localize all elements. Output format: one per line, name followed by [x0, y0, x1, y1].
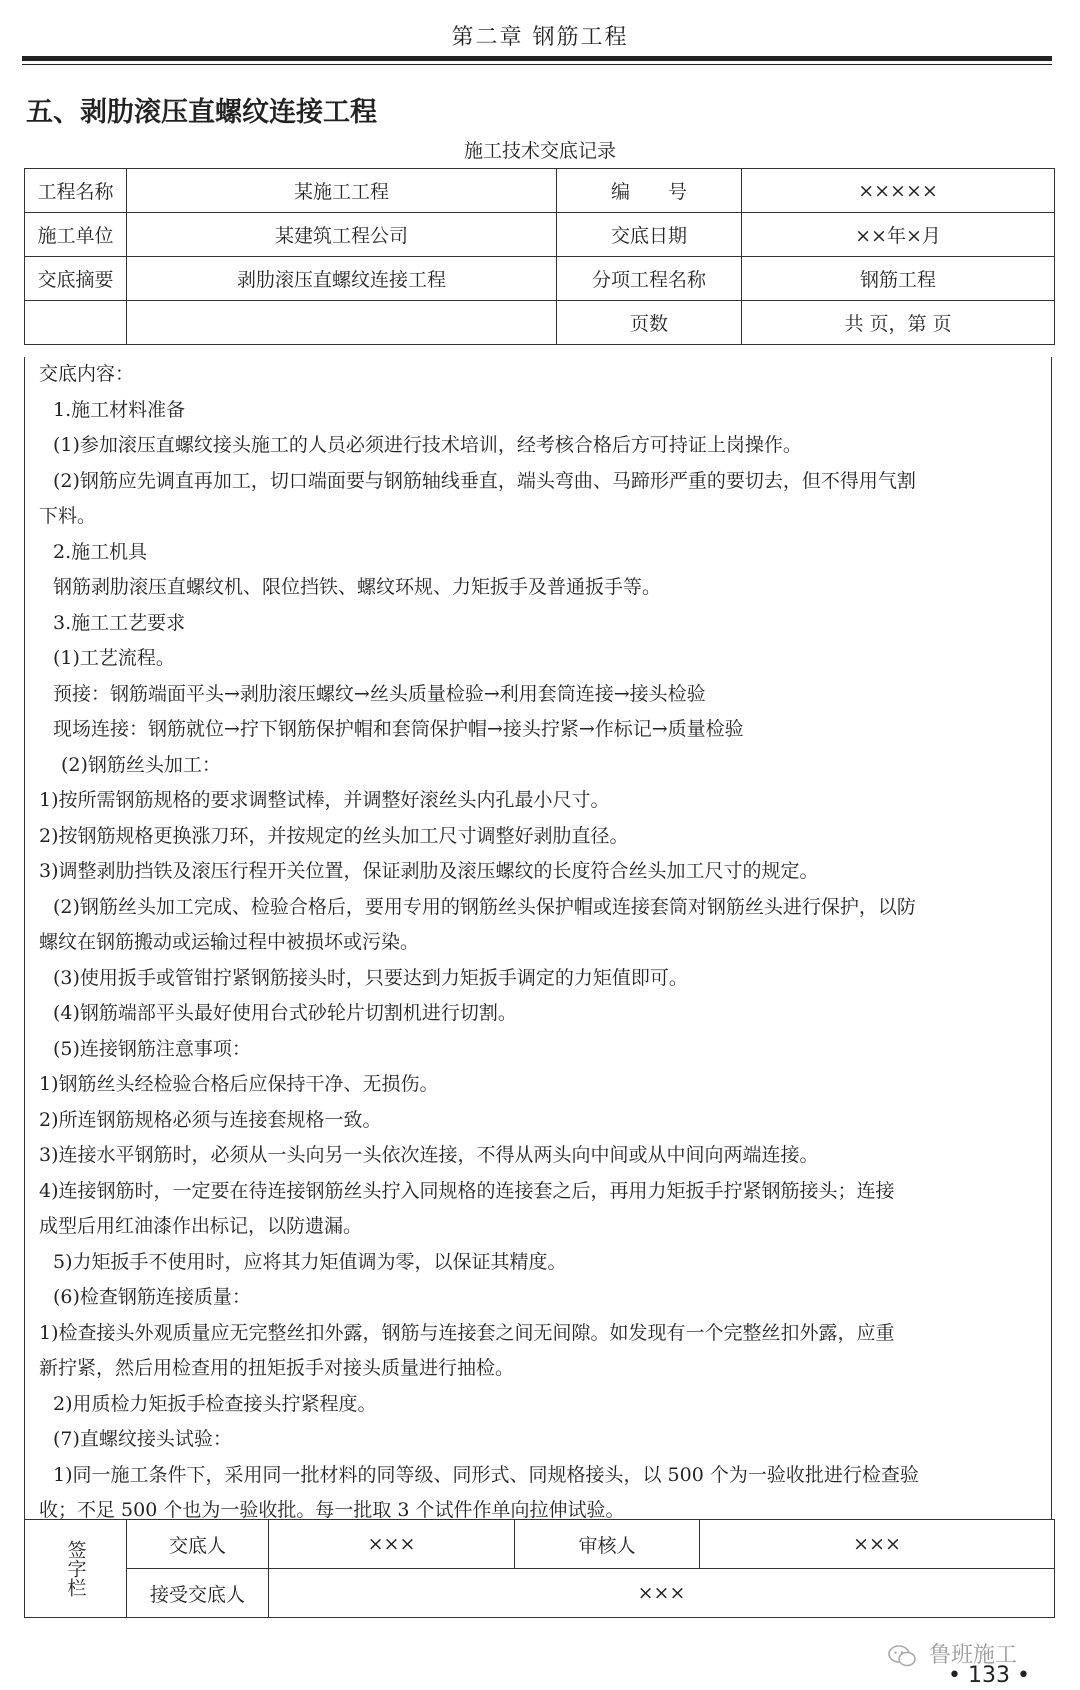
content-line: 3.施工工艺要求 [53, 611, 186, 634]
content-line: 1)钢筋丝头经检验合格后应保持干净、无损伤。 [39, 1073, 439, 1095]
content-line: 下料。 [39, 505, 97, 527]
content-line: (2)钢筋丝头加工： [61, 753, 221, 776]
content-line: 3)调整剥肋挡铁及滚压行程开关位置，保证剥肋及滚压螺纹的长度符合丝头加工尺寸的规定。 [39, 860, 819, 882]
table-row [25, 213, 1055, 257]
record-title: 施工技术交底记录 [463, 140, 616, 162]
content-line: (6)检查钢筋连接质量： [53, 1286, 251, 1308]
table-cell: 编 号 [557, 169, 742, 213]
page-number: • 133 • [948, 1663, 1030, 1688]
content-line: 预接：钢筋端面平头→剥肋滚压螺纹→丝头质量检验→利用套筒连接→接头检验 [53, 682, 706, 705]
table-row [25, 1520, 1055, 1569]
content-line: 现场连接：钢筋就位→拧下钢筋保护帽和套筒保护帽→接头拧紧→作标记→质量检验 [53, 718, 744, 740]
content-line: 螺纹在钢筋搬动或运输过程中被损坏或污染。 [39, 931, 420, 953]
table-cell: 剥肋滚压直螺纹连接工程 [127, 257, 557, 301]
table-cell: 交底日期 [557, 213, 742, 257]
content-line: 1.施工材料准备 [53, 398, 186, 421]
content-line: 2)按钢筋规格更换涨刀环，并按规定的丝头加工尺寸调整好剥肋直径。 [39, 824, 629, 847]
table-cell: ××××× [742, 169, 1055, 213]
content-line: (2)钢筋应先调直再加工，切口端面要与钢筋轴线垂直，端头弯曲、马蹄形严重的要切去，但不得用气割 [53, 469, 916, 492]
content-line: 成型后用红油漆作出标记，以防遗漏。 [39, 1215, 363, 1237]
content-line: 5)力矩扳手不使用时，应将其力矩值调为零，以保证其精度。 [53, 1250, 567, 1273]
table-cell [25, 301, 127, 345]
content-line: 收；不足 500 个也为一验收批。每一批取 3 个试件作单向拉伸试验。 [39, 1499, 625, 1521]
section-title: 五、剥肋滚压直螺纹连接工程 [26, 97, 377, 128]
content-line: 4)连接钢筋时，一定要在待连接钢筋丝头拧入同规格的连接套之后，再用力矩扳手拧紧钢筋接头；连接 [39, 1179, 895, 1202]
content-line: 3)连接水平钢筋时，必须从一头向另一头依次连接，不得从两头向中间或从中间向两端连接。 [39, 1144, 819, 1166]
content-line: (1)工艺流程。 [53, 647, 175, 669]
signature-label-cell [25, 1520, 127, 1618]
table-row [25, 257, 1055, 301]
content-line: (4)钢筋端部平头最好使用台式砂轮片切割机进行切割。 [53, 1002, 517, 1024]
content-line: 2)用质检力矩扳手检查接头拧紧程度。 [53, 1392, 377, 1415]
reviewer-value: ××× [700, 1520, 1055, 1569]
chapter-header: 第二章 钢筋工程 [451, 25, 629, 50]
content-line: (1)参加滚压直螺纹接头施工的人员必须进行技术培训，经考核合格后方可持证上岗操作。 [53, 434, 802, 456]
signature-table [24, 1519, 1055, 1618]
table-row [25, 301, 1055, 345]
content-line: (7)直螺纹接头试验： [53, 1428, 232, 1450]
header-rule-thin [22, 64, 1052, 65]
table-cell: ××年×月 [742, 213, 1055, 257]
wechat-icon [888, 1645, 916, 1667]
table-cell: 共 页，第 页 [742, 301, 1055, 345]
table-cell: 分项工程名称 [557, 257, 742, 301]
table-cell: 工程名称 [25, 169, 127, 213]
content-line: 钢筋剥肋滚压直螺纹机、限位挡铁、螺纹环规、力矩扳手及普通扳手等。 [53, 576, 662, 598]
table-cell [127, 301, 557, 345]
content-line: (5)连接钢筋注意事项： [53, 1037, 251, 1060]
signature-label: 签字栏 [64, 1540, 87, 1597]
table-row [25, 169, 1055, 213]
reviewer-label: 审核人 [515, 1520, 700, 1569]
content-line: 2.施工机具 [53, 540, 148, 563]
receiver-label: 接受交底人 [127, 1569, 269, 1618]
discloser-value: ××× [269, 1520, 515, 1569]
content-line: 1)同一施工条件下，采用同一批材料的同等级、同形式、同规格接头，以 500 个为一验收批进行检查验 [53, 1463, 919, 1486]
disclosure-content [24, 357, 1052, 1519]
table-cell: 某建筑工程公司 [127, 213, 557, 257]
info-table [24, 168, 1055, 345]
content-line: 2)所连钢筋规格必须与连接套规格一致。 [39, 1108, 382, 1131]
watermark-text: 鲁班施工 [929, 1643, 1018, 1668]
content-heading: 交底内容： [39, 363, 135, 385]
content-line: 1)按所需钢筋规格的要求调整试棒，并调整好滚丝头内孔最小尺寸。 [39, 789, 610, 811]
header-rule-thick [22, 56, 1052, 61]
receiver-value: ××× [269, 1569, 1055, 1618]
table-cell: 交底摘要 [25, 257, 127, 301]
content-line: (3)使用扳手或管钳拧紧钢筋接头时，只要达到力矩扳手调定的力矩值即可。 [53, 966, 688, 989]
table-cell: 施工单位 [25, 213, 127, 257]
discloser-label: 交底人 [127, 1520, 269, 1569]
table-cell: 钢筋工程 [742, 257, 1055, 301]
table-cell: 某施工工程 [127, 169, 557, 213]
content-line: (2)钢筋丝头加工完成、检验合格后，要用专用的钢筋丝头保护帽或连接套筒对钢筋丝头进行保护，以防 [53, 895, 916, 918]
content-line: 新拧紧，然后用检查用的扭矩扳手对接头质量进行抽检。 [39, 1357, 515, 1379]
content-line: 1)检查接头外观质量应无完整丝扣外露，钢筋与连接套之间无间隙。如发现有一个完整丝扣外露，应重 [39, 1321, 895, 1344]
table-row [25, 1569, 1055, 1618]
table-cell: 页数 [557, 301, 742, 345]
